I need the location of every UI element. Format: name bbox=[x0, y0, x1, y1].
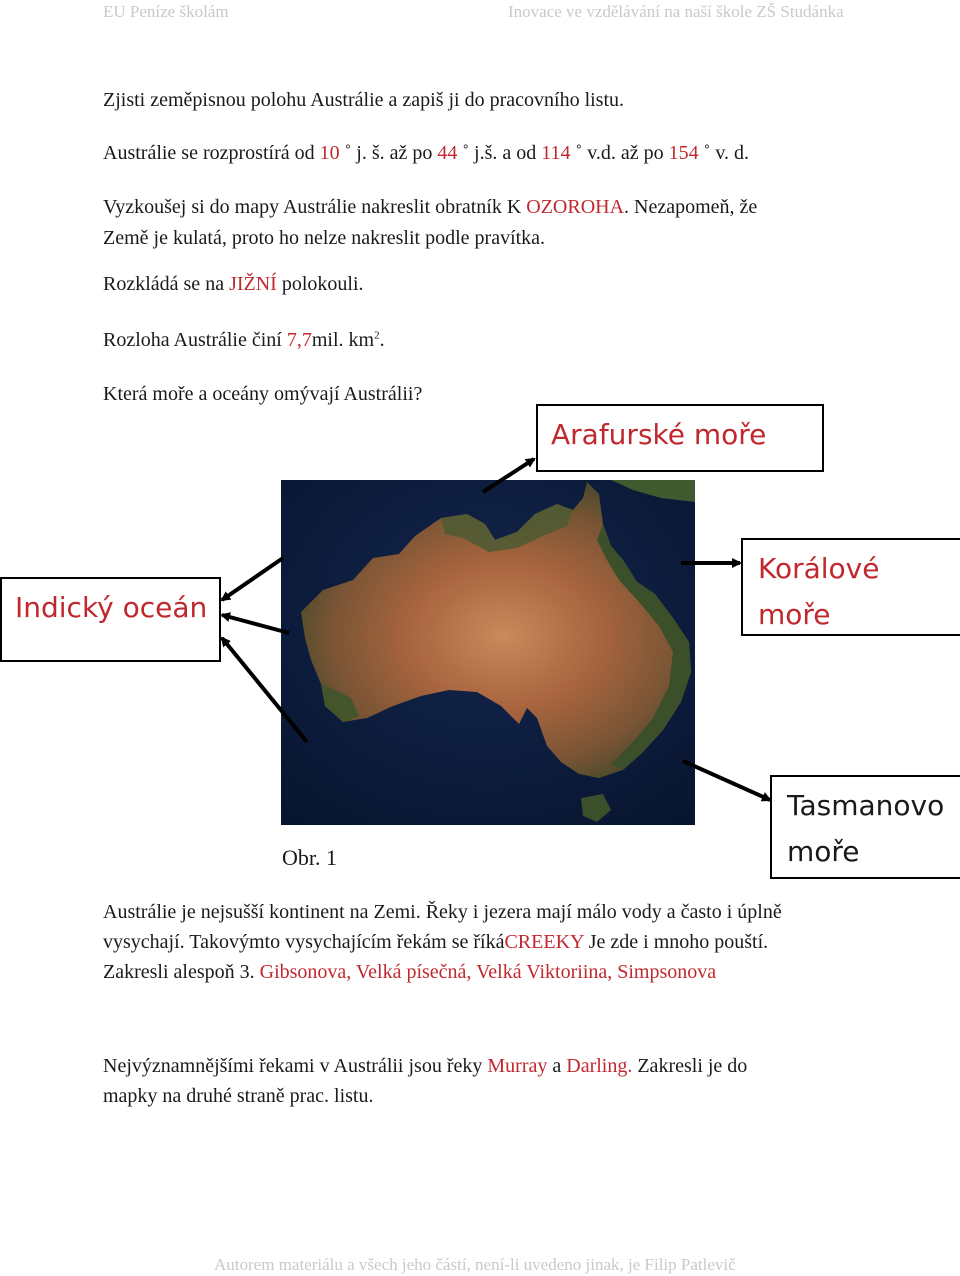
area-line: Rozloha Austrálie činí 7,7mil. $km^2$. bbox=[103, 329, 385, 351]
area-answer: 7,7 bbox=[286, 329, 312, 351]
tropic-answer: OZOROHA bbox=[526, 196, 625, 218]
label-arafura-sea: Arafurské moře bbox=[536, 404, 824, 472]
lon-east-value: 154 bbox=[668, 142, 699, 164]
arrow-indian-2 bbox=[222, 615, 289, 633]
figure-caption: Obr. 1 bbox=[282, 845, 337, 870]
dry-line-1: Austrálie je nejsušší kontinent na Zemi. Řeky i jezera mají málo vody a často i úplně bbox=[103, 901, 782, 923]
lat-south-value: 44 bbox=[437, 142, 458, 164]
deserts-answer: Gibsonova, Velká písečná, Velká Viktoriina, Simpsonova bbox=[259, 961, 717, 983]
tropic-line-2: Země je kulatá, proto ho nelze nakreslit podle pravítka. bbox=[103, 227, 546, 249]
australia-satellite-map bbox=[281, 480, 695, 825]
seas-question: Která moře a oceány omývají Austrálii? bbox=[103, 383, 423, 405]
header-left: EU Peníze školám bbox=[103, 2, 229, 21]
rivers-line-2: mapky na druhé straně prac. listu. bbox=[103, 1085, 374, 1107]
label-indian-ocean: Indický oceán bbox=[0, 577, 221, 662]
extent-line: Austrálie se rozprostírá od 10 ˚ j. š. až po 44 ˚ j.š. a od 114 ˚ v.d. až po 154 ˚ v. d. bbox=[103, 142, 750, 164]
lon-west-value: 114 bbox=[541, 142, 571, 164]
arrow-indian-1 bbox=[222, 558, 283, 600]
lat-north-value: 10 bbox=[319, 142, 340, 164]
header-right: Inovace ve vzdělávání na naší škole ZŠ Studánka bbox=[508, 2, 844, 21]
arrow-tasman bbox=[683, 761, 770, 800]
rivers-line-1: Nejvýznamnějšími řekami v Austrálii jsou řeky Murray a Darling. Zakresli je do bbox=[103, 1055, 748, 1077]
task-position: Zjisti zeměpisnou polohu Austrálie a zapiš ji do pracovního listu. bbox=[103, 89, 625, 111]
label-tasman-sea: Tasmanovo moře bbox=[770, 775, 960, 879]
label-coral-sea: Korálové moře bbox=[741, 538, 960, 636]
hemisphere-line: Rozkládá se na JIŽNÍ polokouli. bbox=[103, 273, 364, 295]
footer-author: Autorem materiálu a všech jeho částí, není-li uvedeno jinak, je Filip Patlevič bbox=[214, 1255, 736, 1274]
hemisphere-answer: JIŽNÍ bbox=[229, 273, 277, 295]
dry-line-2: vysychají. Takovýmto vysychajícím řekám se říkáCREEKY Je zde i mnoho pouští. bbox=[103, 931, 769, 953]
river-murray: Murray bbox=[487, 1055, 548, 1077]
tropic-line-1: Vyzkoušej si do mapy Austrálie nakreslit obratník K OZOROHA. Nezapomeň, že bbox=[103, 196, 758, 218]
creeky-answer: CREEKY bbox=[504, 931, 584, 953]
dry-line-3: Zakresli alespoň 3. Gibsonova, Velká písečná, Velká Viktoriina, Simpsonova bbox=[103, 961, 717, 983]
river-darling: Darling. bbox=[566, 1055, 633, 1077]
